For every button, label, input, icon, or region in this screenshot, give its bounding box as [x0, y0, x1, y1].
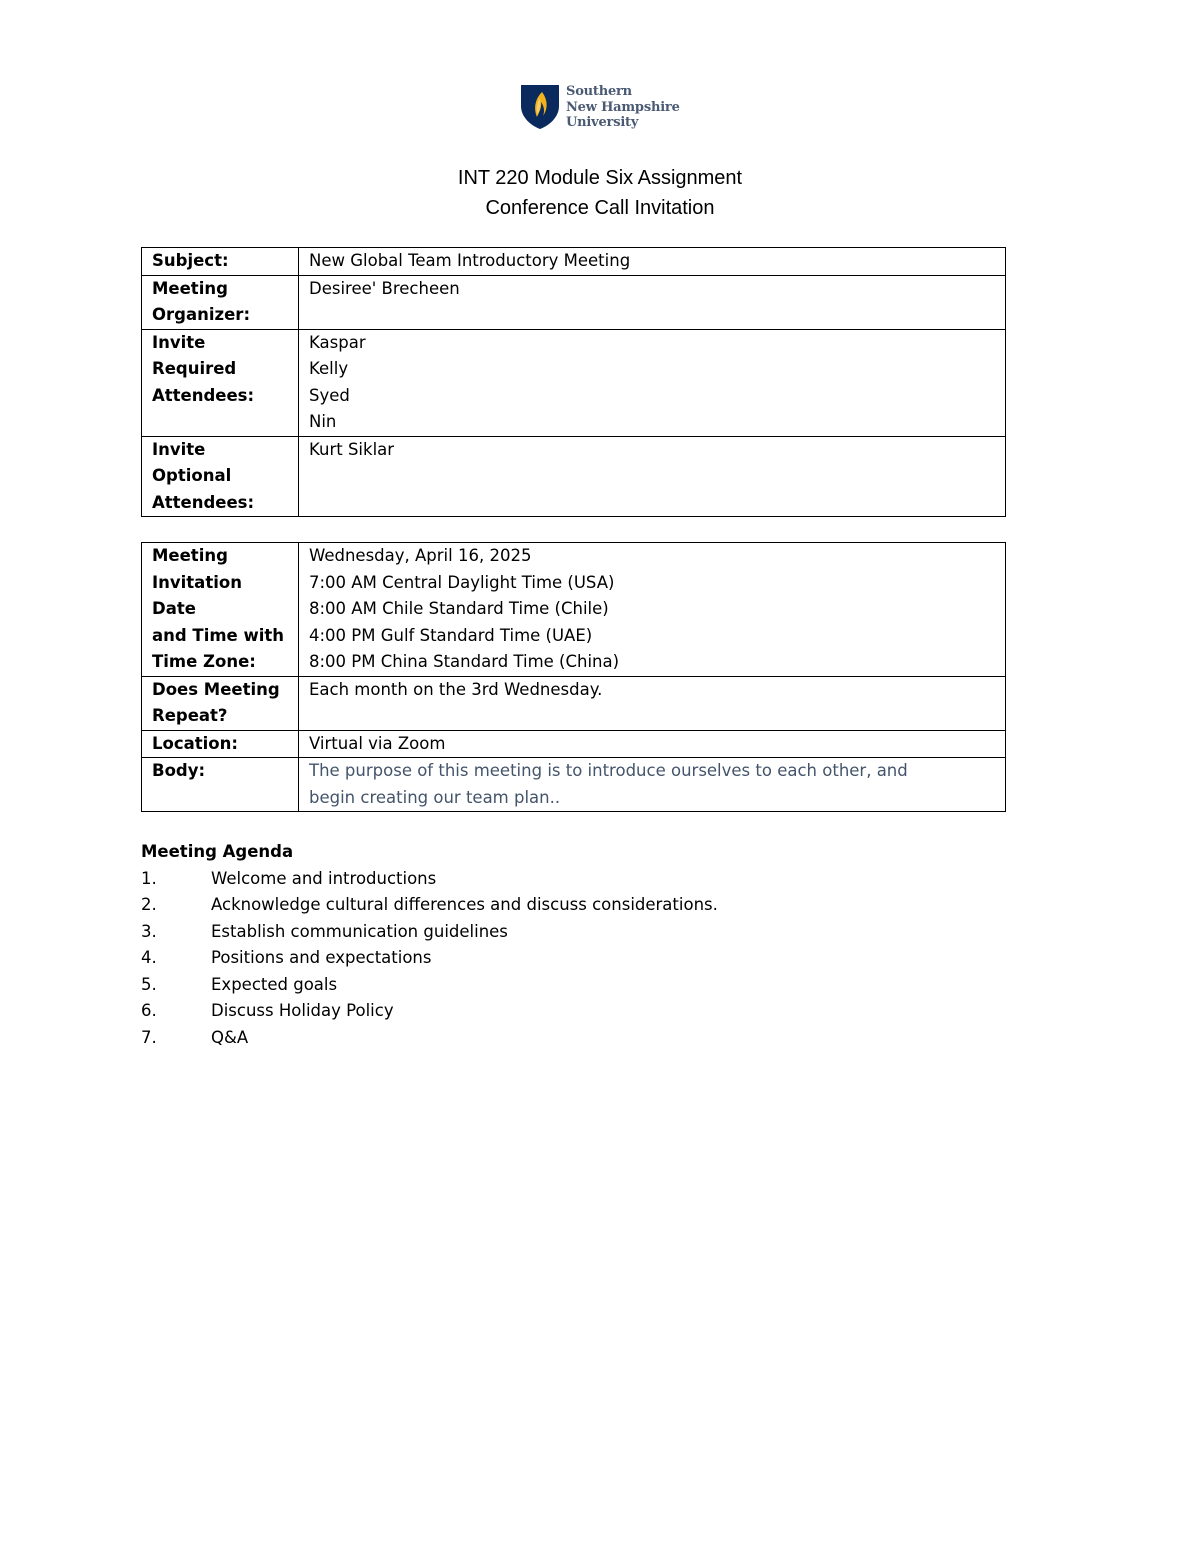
agenda-item-text: Positions and expectations [211, 948, 432, 967]
body-line: The purpose of this meeting is to introduce ourselves to each other, and [309, 761, 908, 780]
agenda-item-text: Establish communication guidelines [211, 921, 508, 941]
list-item [141, 945, 718, 972]
repeat-value: Each month on the 3rd Wednesday. [299, 676, 1006, 730]
required-label-line: Invite [152, 332, 206, 352]
agenda-item-text: Welcome and introductions [211, 868, 437, 888]
agenda-item-number: 3. [141, 921, 157, 941]
list-item [141, 972, 718, 999]
datetime-label-line: and Time with [152, 625, 285, 645]
agenda-item-number: 7. [141, 1027, 157, 1047]
optional-attendees-value: Kurt Siklar [299, 436, 1006, 517]
agenda-item-text: Q&A [211, 1027, 249, 1047]
table-row-required-attendees [142, 329, 1006, 436]
agenda-item-number: 1. [141, 868, 157, 888]
table-row-optional-attendees [142, 436, 1006, 517]
meeting-agenda [141, 839, 718, 1051]
university-logo [520, 84, 690, 132]
agenda-title: Meeting Agenda [141, 842, 294, 861]
table-row-repeat [142, 676, 1006, 730]
attendee-name: Kaspar [309, 332, 366, 352]
required-label-line: Required [152, 359, 237, 378]
datetime-line: 7:00 AM Central Daylight Time (USA) [309, 572, 615, 592]
table-row-organizer [142, 275, 1006, 329]
required-label-line: Attendees: [152, 385, 255, 405]
subject-value: New Global Team Introductory Meeting [299, 248, 1006, 276]
datetime-label-line: Time Zone: [152, 652, 256, 671]
organizer-label [142, 275, 299, 329]
list-item [141, 1025, 718, 1052]
agenda-item-number: 4. [141, 948, 157, 967]
datetime-label-line: Invitation Date [152, 572, 242, 618]
table-row-subject [142, 248, 1006, 276]
organizer-label-line: Meeting [152, 278, 228, 298]
logo-line-2: New Hampshire [566, 99, 680, 115]
repeat-label-line: Does Meeting [152, 679, 280, 699]
attendee-name: Kelly [309, 359, 349, 378]
invitation-details-table [141, 247, 1006, 517]
datetime-label [142, 543, 299, 677]
datetime-line: 8:00 PM China Standard Time (China) [309, 652, 620, 671]
body-line: begin creating our team plan.. [309, 787, 561, 807]
table-row-location [142, 730, 1006, 758]
list-item [141, 998, 718, 1025]
datetime-line: 4:00 PM Gulf Standard Time (UAE) [309, 625, 593, 645]
agenda-item-text: Acknowledge cultural differences and discuss considerations. [211, 895, 718, 914]
attendee-name: Nin [309, 412, 337, 431]
location-value: Virtual via Zoom [299, 730, 1006, 758]
datetime-label-line: Meeting [152, 546, 228, 565]
agenda-item-number: 2. [141, 895, 157, 914]
list-item [141, 919, 718, 946]
datetime-value [299, 543, 1006, 677]
list-item [141, 892, 718, 919]
optional-attendees-label [142, 436, 299, 517]
document-title: INT 220 Module Six Assignment [457, 167, 743, 189]
attendee-name: Syed [309, 385, 350, 405]
optional-label-line: Invite Optional [152, 439, 232, 485]
table-row-datetime [142, 543, 1006, 677]
body-value [299, 758, 1006, 812]
logo-wordmark [566, 84, 680, 131]
logo-line-3: University [566, 115, 639, 130]
agenda-item-number: 6. [141, 1001, 157, 1020]
agenda-list [141, 866, 718, 1052]
location-label: Location: [142, 730, 299, 758]
table-row-body [142, 758, 1006, 812]
agenda-item-text: Discuss Holiday Policy [211, 1001, 394, 1020]
shield-flame-logo-icon [520, 84, 560, 130]
optional-label-line: Attendees: [152, 492, 255, 512]
meeting-schedule-table [141, 542, 1006, 812]
organizer-label-line: Organizer: [152, 305, 251, 324]
agenda-item-number: 5. [141, 974, 157, 994]
required-attendees-label [142, 329, 299, 436]
agenda-item-text: Expected goals [211, 974, 338, 994]
repeat-label [142, 676, 299, 730]
body-label: Body: [142, 758, 299, 812]
datetime-line: Wednesday, April 16, 2025 [309, 546, 532, 565]
subject-label: Subject: [142, 248, 299, 276]
required-attendees-value [299, 329, 1006, 436]
logo-line-1: Southern [566, 84, 632, 99]
list-item [141, 866, 718, 893]
organizer-value: Desiree' Brecheen [299, 275, 1006, 329]
document-subtitle: Conference Call Invitation [485, 197, 715, 219]
repeat-label-line: Repeat? [152, 706, 228, 725]
datetime-line: 8:00 AM Chile Standard Time (Chile) [309, 599, 609, 618]
